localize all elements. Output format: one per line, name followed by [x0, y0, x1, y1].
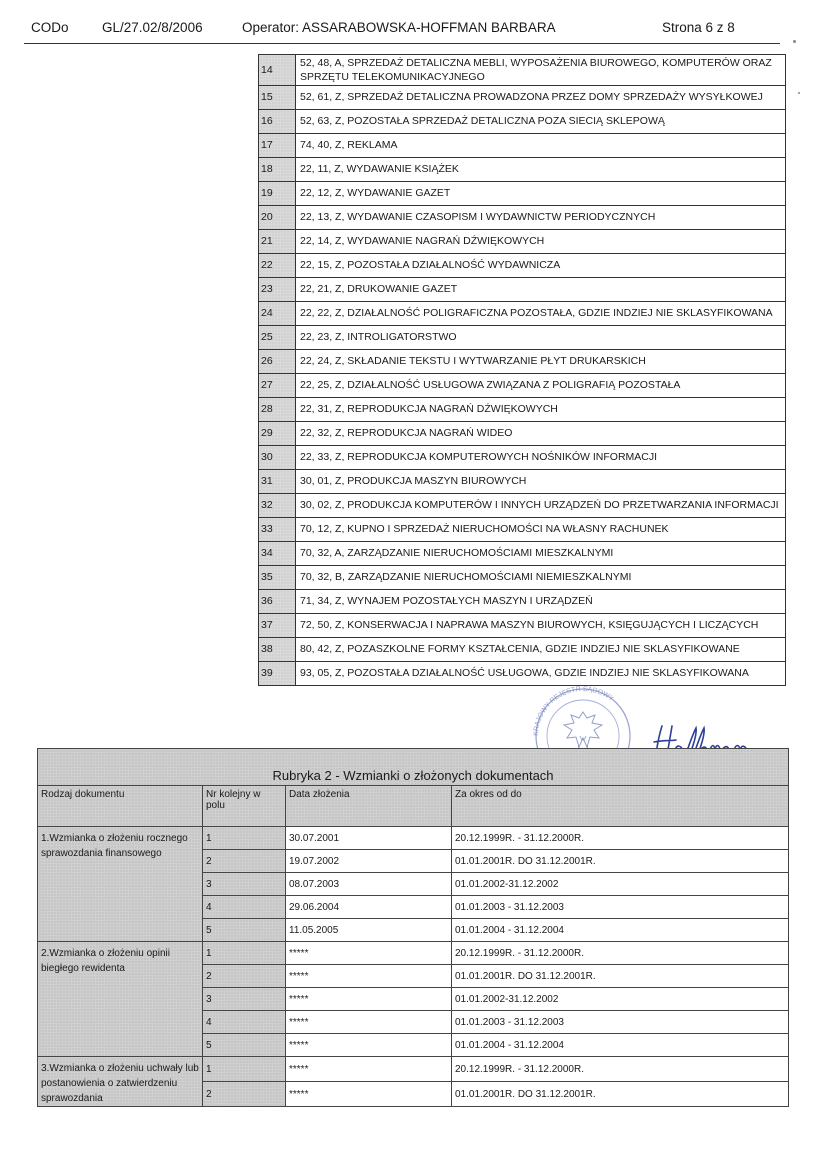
period-range: 01.01.2001R. DO 31.12.2001R.	[452, 1082, 789, 1107]
filing-date: 08.07.2003	[286, 873, 452, 896]
activity-number: 24	[259, 302, 296, 326]
activity-number: 14	[259, 55, 296, 86]
activity-number: 39	[259, 662, 296, 686]
table-row	[259, 422, 786, 446]
header-doc-number: GL/27.02/8/2006	[102, 20, 203, 35]
activity-description: 22, 15, Z, POZOSTAŁA DZIAŁALNOŚĆ WYDAWNICZA	[296, 254, 786, 278]
period-range: 20.12.1999R. - 31.12.2000R.	[452, 827, 789, 850]
col-header-number: Nr kolejny w polu	[203, 786, 286, 827]
activity-number: 35	[259, 566, 296, 590]
activity-description: 70, 32, B, ZARZĄDZANIE NIERUCHOMOŚCIAMI NIEMIESZKALNYMI	[296, 566, 786, 590]
table-row	[259, 494, 786, 518]
activity-description: 72, 50, Z, KONSERWACJA I NAPRAWA MASZYN BIUROWYCH, KSIĘGUJĄCYCH I LICZĄCYCH	[296, 614, 786, 638]
documents-table-header-row	[38, 786, 789, 827]
table-row	[259, 446, 786, 470]
activity-description: 22, 11, Z, WYDAWANIE KSIĄŻEK	[296, 158, 786, 182]
filing-date: *****	[286, 1082, 452, 1107]
activity-number: 18	[259, 158, 296, 182]
entry-number: 1	[203, 1057, 286, 1082]
activity-number: 31	[259, 470, 296, 494]
header-operator: Operator: ASSARABOWSKA-HOFFMAN BARBARA	[242, 20, 556, 35]
table-row	[259, 110, 786, 134]
activity-number: 25	[259, 326, 296, 350]
activity-number: 19	[259, 182, 296, 206]
activity-number: 23	[259, 278, 296, 302]
documents-table	[37, 748, 789, 1107]
entry-number: 5	[203, 1034, 286, 1057]
filing-date: *****	[286, 988, 452, 1011]
entry-number: 4	[203, 1011, 286, 1034]
activity-number: 30	[259, 446, 296, 470]
activity-number: 29	[259, 422, 296, 446]
entry-number: 3	[203, 873, 286, 896]
table-row	[259, 206, 786, 230]
period-range: 01.01.2004 - 31.12.2004	[452, 919, 789, 942]
table-row	[259, 86, 786, 110]
table-row	[259, 182, 786, 206]
table-row	[259, 398, 786, 422]
activity-description: 22, 22, Z, DZIAŁALNOŚĆ POLIGRAFICZNA POZOSTAŁA, GDZIE INDZIEJ NIE SKLASYFIKOWANA	[296, 302, 786, 326]
table-row	[259, 518, 786, 542]
entry-number: 3	[203, 988, 286, 1011]
documents-table-title: Rubryka 2 - Wzmianki o złożonych dokumentach	[38, 749, 789, 786]
filing-date: 29.06.2004	[286, 896, 452, 919]
activities-table	[258, 54, 786, 686]
filing-date: *****	[286, 942, 452, 965]
table-row	[259, 542, 786, 566]
activity-description: 22, 21, Z, DRUKOWANIE GAZET	[296, 278, 786, 302]
activity-number: 27	[259, 374, 296, 398]
table-row	[259, 278, 786, 302]
activity-number: 17	[259, 134, 296, 158]
page-header	[0, 12, 828, 42]
filing-date: 19.07.2002	[286, 850, 452, 873]
period-range: 20.12.1999R. - 31.12.2000R.	[452, 1057, 789, 1082]
period-range: 01.01.2001R. DO 31.12.2001R.	[452, 850, 789, 873]
table-row	[38, 827, 789, 850]
table-row	[259, 230, 786, 254]
filing-date: *****	[286, 1011, 452, 1034]
activity-description: 52, 63, Z, POZOSTAŁA SPRZEDAŻ DETALICZNA POZA SIECIĄ SKLEPOWĄ	[296, 110, 786, 134]
entry-number: 1	[203, 827, 286, 850]
period-range: 01.01.2003 - 31.12.2003	[452, 1011, 789, 1034]
period-range: 01.01.2002-31.12.2002	[452, 988, 789, 1011]
activity-number: 20	[259, 206, 296, 230]
entry-number: 4	[203, 896, 286, 919]
table-row	[259, 590, 786, 614]
col-header-date: Data złożenia	[286, 786, 452, 827]
entry-number: 2	[203, 850, 286, 873]
activity-description: 71, 34, Z, WYNAJEM POZOSTAŁYCH MASZYN I URZĄDZEŃ	[296, 590, 786, 614]
filing-date: 11.05.2005	[286, 919, 452, 942]
activity-description: 80, 42, Z, POZASZKOLNE FORMY KSZTAŁCENIA, GDZIE INDZIEJ NIE SKLASYFIKOWANE	[296, 638, 786, 662]
period-range: 01.01.2002-31.12.2002	[452, 873, 789, 896]
table-row	[259, 566, 786, 590]
activity-number: 22	[259, 254, 296, 278]
entry-number: 5	[203, 919, 286, 942]
activity-description: 93, 05, Z, POZOSTAŁA DZIAŁALNOŚĆ USŁUGOWA, GDZIE INDZIEJ NIE SKLASYFIKOWANA	[296, 662, 786, 686]
filing-date: *****	[286, 1034, 452, 1057]
document-type-label: 2.Wzmianka o złożeniu opinii biegłego rewidenta	[38, 942, 203, 1057]
activity-description: 70, 12, Z, KUPNO I SPRZEDAŻ NIERUCHOMOŚCI NA WŁASNY RACHUNEK	[296, 518, 786, 542]
documents-table-caption-row	[38, 749, 789, 786]
activity-description: 22, 23, Z, INTROLIGATORSTWO	[296, 326, 786, 350]
activity-number: 33	[259, 518, 296, 542]
header-rule	[24, 43, 780, 44]
table-row	[259, 374, 786, 398]
col-header-document-type: Rodzaj dokumentu	[38, 786, 203, 827]
period-range: 20.12.1999R. - 31.12.2000R.	[452, 942, 789, 965]
entry-number: 2	[203, 1082, 286, 1107]
table-row	[259, 470, 786, 494]
svg-text:KRAJOWY REJESTR SĄDOWY: KRAJOWY REJESTR SĄDOWY	[532, 686, 615, 737]
activity-description: 22, 32, Z, REPRODUKCJA NAGRAŃ WIDEO	[296, 422, 786, 446]
col-header-period: Za okres od do	[452, 786, 789, 827]
table-row	[38, 1057, 789, 1082]
entry-number: 2	[203, 965, 286, 988]
table-row	[259, 614, 786, 638]
activity-number: 28	[259, 398, 296, 422]
activity-description: 22, 24, Z, SKŁADANIE TEKSTU I WYTWARZANIE PŁYT DRUKARSKICH	[296, 350, 786, 374]
scan-speck	[793, 40, 796, 43]
filing-date: *****	[286, 1057, 452, 1082]
activity-number: 37	[259, 614, 296, 638]
period-range: 01.01.2004 - 31.12.2004	[452, 1034, 789, 1057]
document-type-label: 1.Wzmianka o złożeniu rocznego sprawozdania finansowego	[38, 827, 203, 942]
scan-speck	[798, 92, 800, 94]
activity-description: 52, 48, A, SPRZEDAŻ DETALICZNA MEBLI, WYPOSAŻENIA BIUROWEGO, KOMPUTERÓW ORAZ SPRZĘTU TELEKOMUNIKACYJNEGO	[296, 55, 786, 86]
document-type-label: 3.Wzmianka o złożeniu uchwały lub postanowienia o zatwierdzeniu sprawozdania	[38, 1057, 203, 1107]
activity-number: 16	[259, 110, 296, 134]
period-range: 01.01.2003 - 31.12.2003	[452, 896, 789, 919]
activity-description: 22, 13, Z, WYDAWANIE CZASOPISM I WYDAWNICTW PERIODYCZNYCH	[296, 206, 786, 230]
activity-description: 70, 32, A, ZARZĄDZANIE NIERUCHOMOŚCIAMI MIESZKALNYMI	[296, 542, 786, 566]
activity-number: 26	[259, 350, 296, 374]
table-row	[259, 350, 786, 374]
table-row	[259, 662, 786, 686]
header-code: CODo	[31, 20, 69, 35]
table-row	[259, 638, 786, 662]
activity-description: 22, 33, Z, REPRODUKCJA KOMPUTEROWYCH NOŚNIKÓW INFORMACJI	[296, 446, 786, 470]
activity-number: 32	[259, 494, 296, 518]
activity-description: 74, 40, Z, REKLAMA	[296, 134, 786, 158]
table-row	[38, 942, 789, 965]
period-range: 01.01.2001R. DO 31.12.2001R.	[452, 965, 789, 988]
header-page-number: Strona 6 z 8	[662, 20, 735, 35]
activity-number: 36	[259, 590, 296, 614]
table-row	[259, 158, 786, 182]
table-row	[259, 302, 786, 326]
activity-description: 30, 02, Z, PRODUKCJA KOMPUTERÓW I INNYCH URZĄDZEŃ DO PRZETWARZANIA INFORMACJI	[296, 494, 786, 518]
activity-number: 34	[259, 542, 296, 566]
table-row	[259, 134, 786, 158]
filing-date: 30.07.2001	[286, 827, 452, 850]
activity-description: 22, 14, Z, WYDAWANIE NAGRAŃ DŹWIĘKOWYCH	[296, 230, 786, 254]
activity-description: 52, 61, Z, SPRZEDAŻ DETALICZNA PROWADZONA PRZEZ DOMY SPRZEDAŻY WYSYŁKOWEJ	[296, 86, 786, 110]
activity-description: 30, 01, Z, PRODUKCJA MASZYN BIUROWYCH	[296, 470, 786, 494]
table-row	[259, 55, 786, 86]
activity-description: 22, 12, Z, WYDAWANIE GAZET	[296, 182, 786, 206]
entry-number: 1	[203, 942, 286, 965]
activity-description: 22, 31, Z, REPRODUKCJA NAGRAŃ DŹWIĘKOWYCH	[296, 398, 786, 422]
activity-number: 38	[259, 638, 296, 662]
table-row	[259, 254, 786, 278]
activity-number: 21	[259, 230, 296, 254]
table-row	[259, 326, 786, 350]
activity-number: 15	[259, 86, 296, 110]
filing-date: *****	[286, 965, 452, 988]
activity-description: 22, 25, Z, DZIAŁALNOŚĆ USŁUGOWA ZWIĄZANA Z POLIGRAFIĄ POZOSTAŁA	[296, 374, 786, 398]
